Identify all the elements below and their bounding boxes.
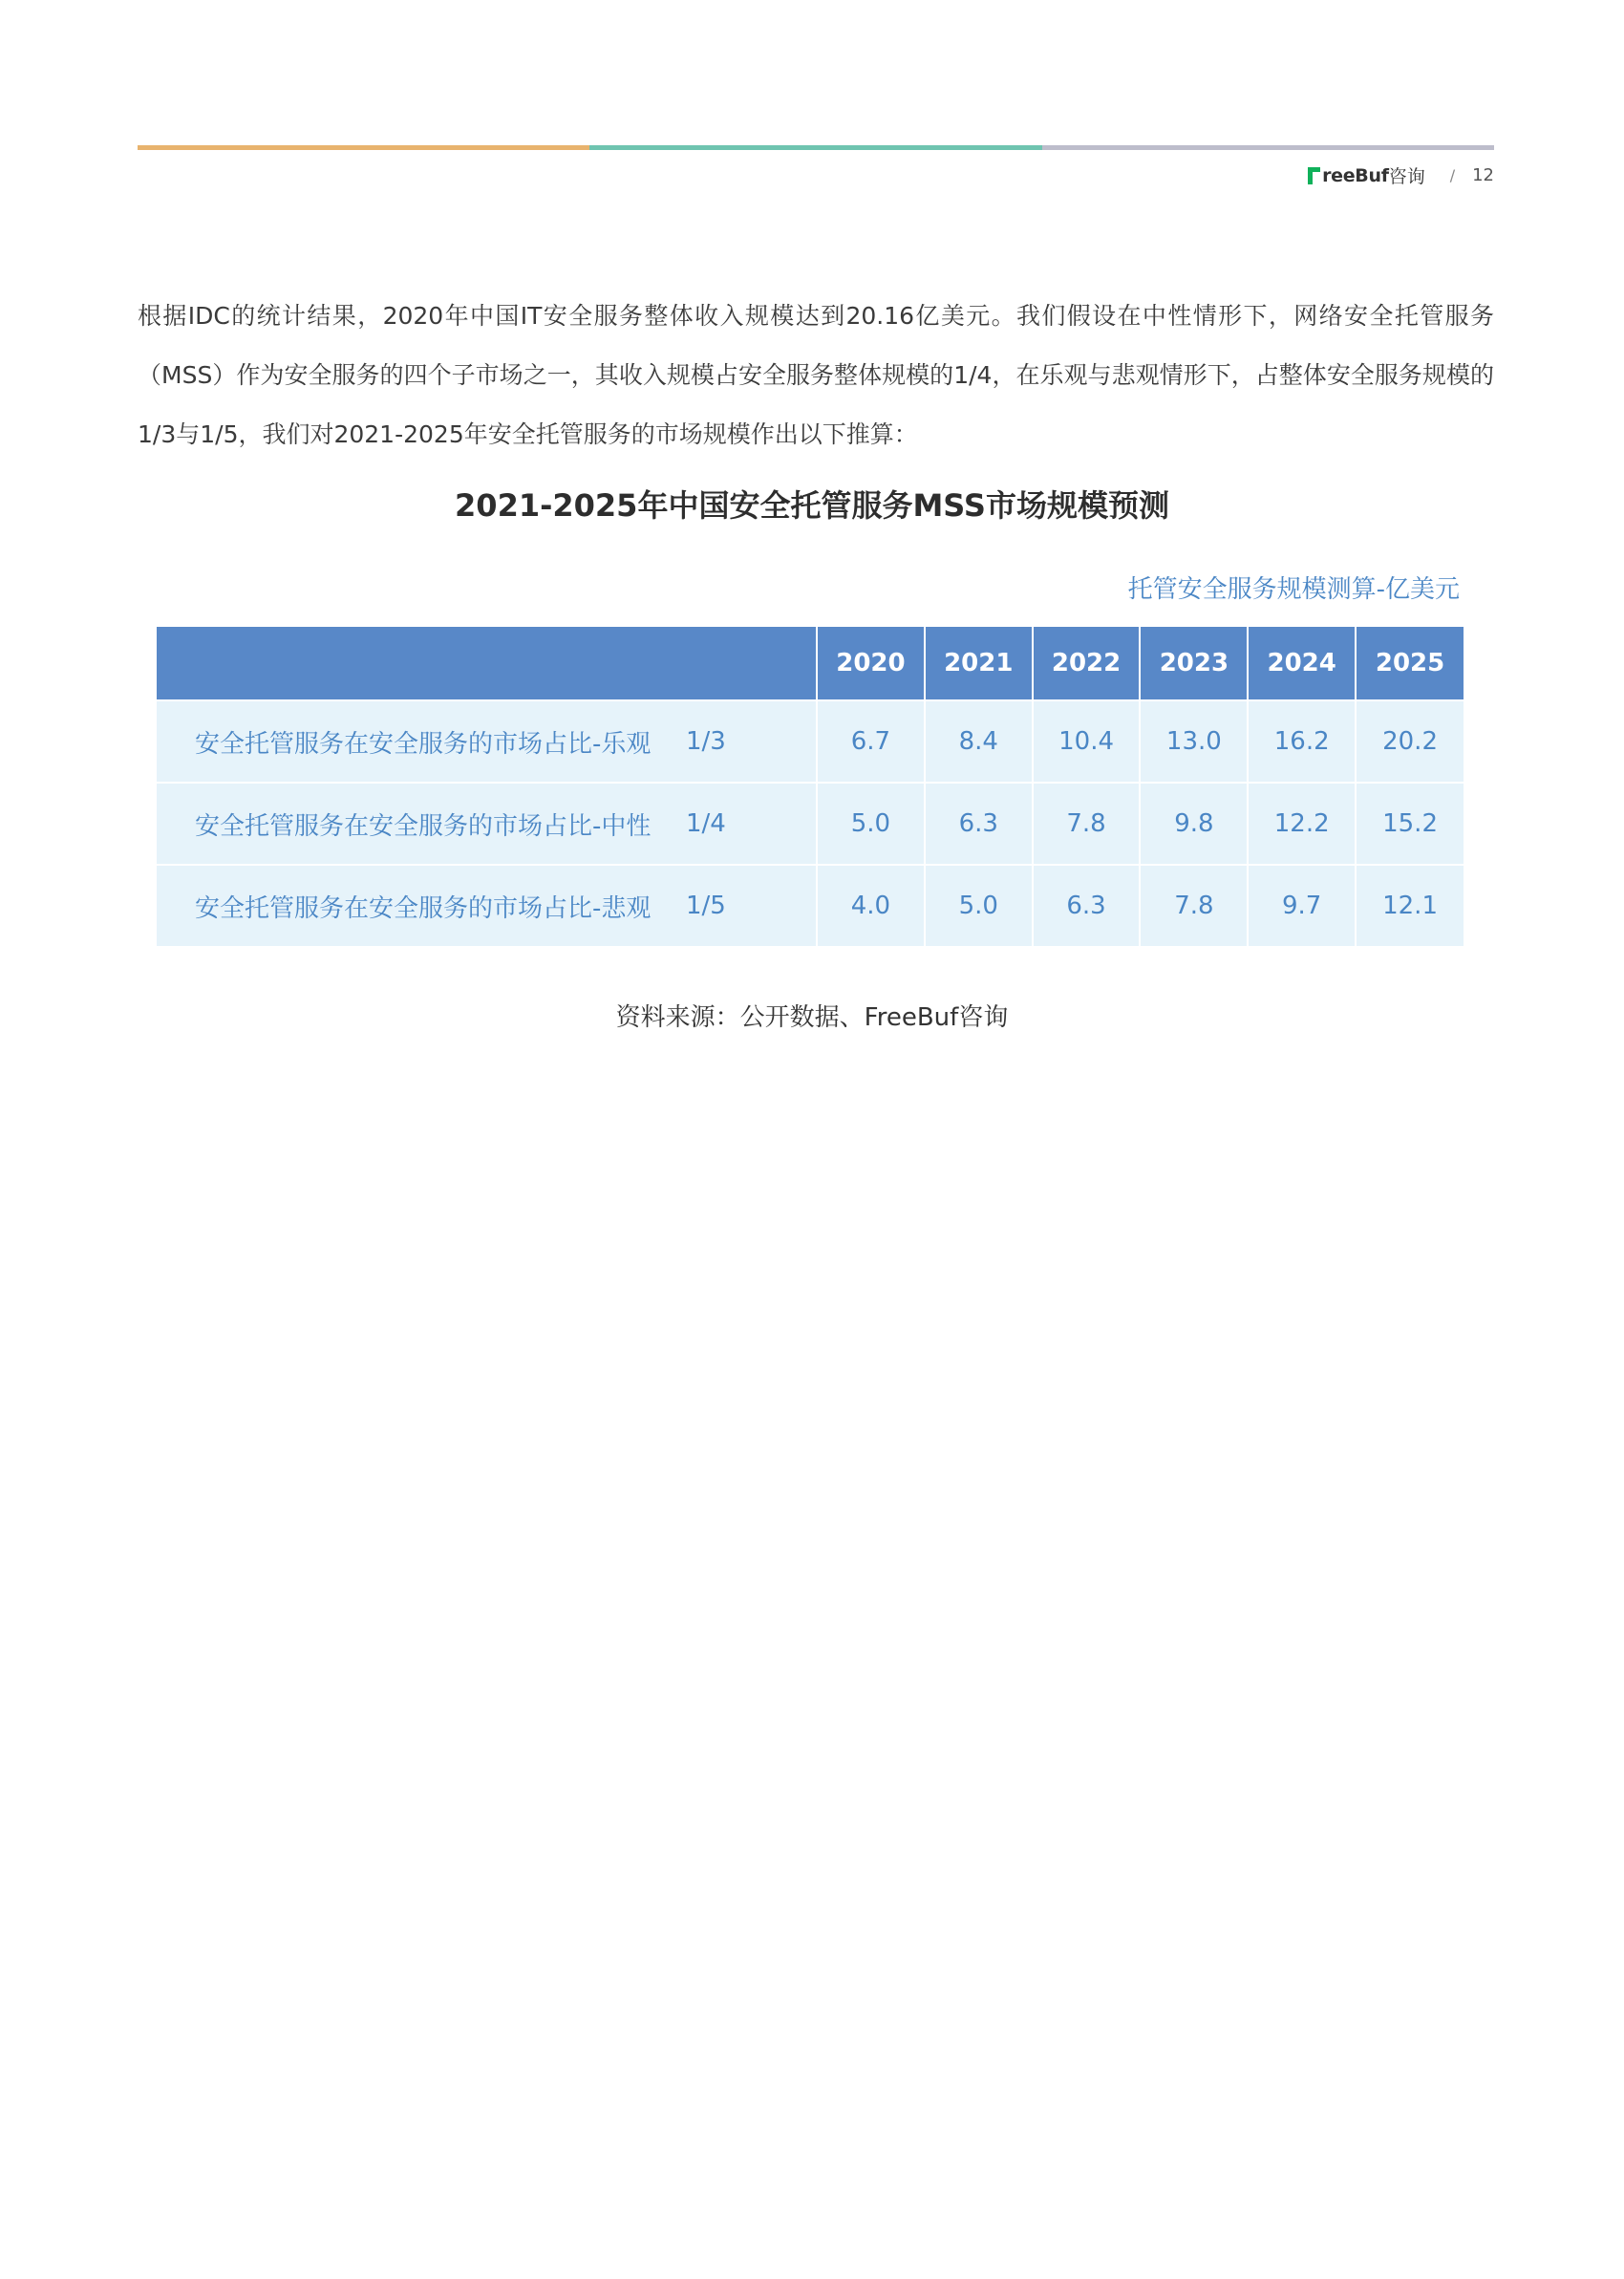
header-rule-segment-orange <box>138 145 589 150</box>
brand-header <box>1308 162 1494 188</box>
header-year-2021: 2021 <box>925 627 1033 700</box>
market-forecast-table <box>157 627 1464 946</box>
row-label: 安全托管服务在安全服务的市场占比-悲观 <box>157 865 680 946</box>
header-rule-segment-teal <box>589 145 1041 150</box>
row-ratio: 1/4 <box>680 783 817 865</box>
cell-value: 5.0 <box>817 783 925 865</box>
body-paragraph: 根据IDC的统计结果，2020年中国IT安全服务整体收入规模达到20.16亿美元。我们假设在中性情形下，网络安全托管服务（MSS）作为安全服务的四个子市场之一，其收入规模占安全服务整体规模的1/4，在乐观与悲观情形下，占整体安全服务规模的1/3与1/5，我们对2021-2025年安全托管服务的市场规模作出以下推算： <box>138 302 1494 448</box>
cell-value: 16.2 <box>1248 700 1356 783</box>
table-unit-label: 托管安全服务规模测算-亿美元 <box>1127 575 1460 604</box>
header-rule <box>138 145 1494 150</box>
cell-value: 13.0 <box>1140 700 1248 783</box>
cell-value: 8.4 <box>925 700 1033 783</box>
cell-value: 7.8 <box>1033 783 1141 865</box>
header-year-2025: 2025 <box>1356 627 1464 700</box>
cell-value: 6.3 <box>1033 865 1141 946</box>
page-number: 12 <box>1472 165 1494 185</box>
cell-value: 9.7 <box>1248 865 1356 946</box>
table-row-pessimistic <box>157 865 1464 946</box>
cell-value: 20.2 <box>1356 700 1464 783</box>
header-year-2024: 2024 <box>1248 627 1356 700</box>
table-title: 2021-2025年中国安全托管服务MSS市场规模预测 <box>455 487 1169 524</box>
cell-value: 4.0 <box>817 865 925 946</box>
table-row-neutral <box>157 783 1464 865</box>
cell-value: 7.8 <box>1140 865 1248 946</box>
table-header-row <box>157 627 1464 700</box>
cell-value: 6.7 <box>817 700 925 783</box>
cell-value: 6.3 <box>925 783 1033 865</box>
cell-value: 15.2 <box>1356 783 1464 865</box>
header-blank-cell <box>157 627 817 700</box>
brand-logo-text: reeBuf <box>1322 164 1389 186</box>
cell-value: 12.2 <box>1248 783 1356 865</box>
source-note: 资料来源：公开数据、FreeBuf咨询 <box>615 1003 1009 1032</box>
header-year-2023: 2023 <box>1140 627 1248 700</box>
cell-value: 9.8 <box>1140 783 1248 865</box>
row-ratio: 1/5 <box>680 865 817 946</box>
header-year-2022: 2022 <box>1033 627 1141 700</box>
brand-suffix: 咨询 <box>1388 166 1425 187</box>
header-separator: / <box>1449 166 1456 184</box>
cell-value: 12.1 <box>1356 865 1464 946</box>
row-ratio: 1/3 <box>680 700 817 783</box>
row-label: 安全托管服务在安全服务的市场占比-中性 <box>157 783 680 865</box>
table-row-optimistic <box>157 700 1464 783</box>
cell-value: 5.0 <box>925 865 1033 946</box>
header-rule-segment-gray <box>1042 145 1494 150</box>
cell-value: 10.4 <box>1033 700 1141 783</box>
freebuf-logo-icon <box>1308 166 1320 185</box>
header-year-2020: 2020 <box>817 627 925 700</box>
row-label: 安全托管服务在安全服务的市场占比-乐观 <box>157 700 680 783</box>
